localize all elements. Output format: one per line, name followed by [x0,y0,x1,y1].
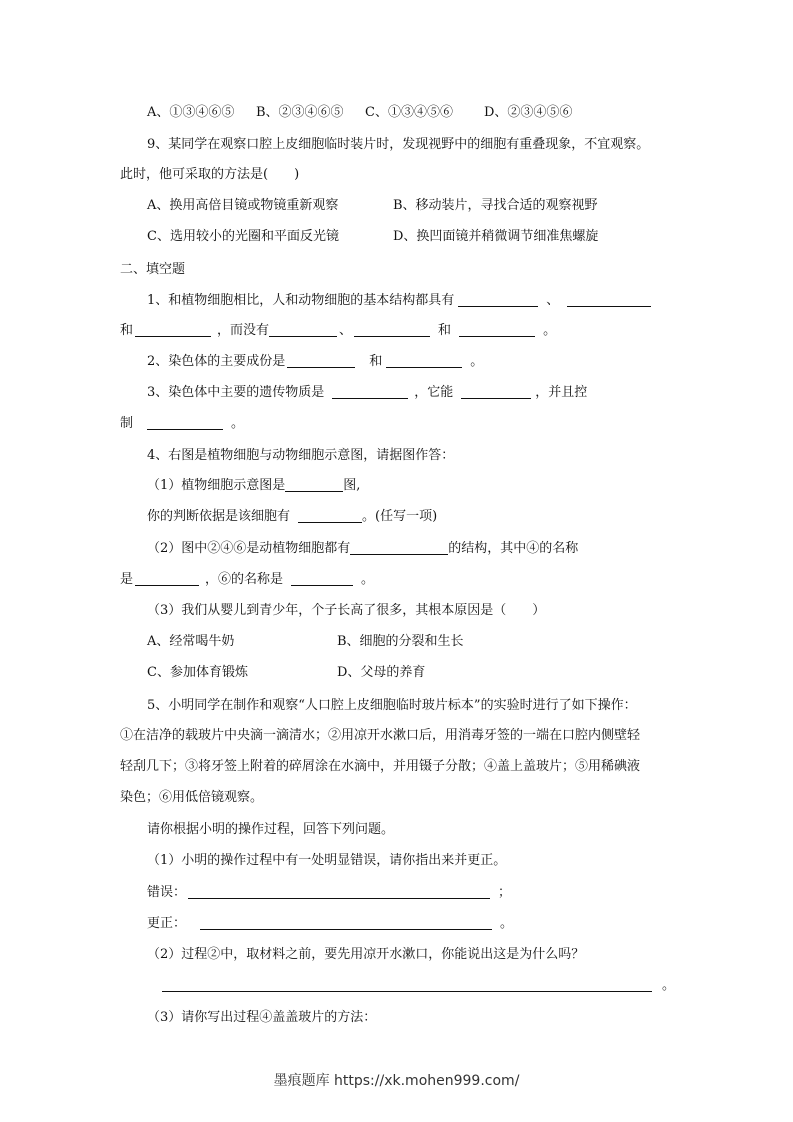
fill2-text2: 和 [369,354,383,369]
fill4-sub2-blank3[interactable] [291,571,353,586]
fill2-blank1[interactable] [287,353,355,368]
fill2-blank2[interactable] [386,353,462,368]
fill4-sub1-blank2[interactable] [298,508,362,523]
fill1-blank6[interactable] [459,322,535,337]
fill3-text5: 。 [231,416,245,431]
q8-option-b: B、②③④⑥⑤ [256,105,344,120]
fill3-text2: ，它能 [414,385,454,400]
fill5-sub3: （3）请你写出过程④盖盖玻片的方法： [147,1010,377,1025]
footer-watermark: 墨痕题库 https://xk.mohen999.com/ [273,1073,520,1089]
fill5-fix-end: 。 [500,916,514,931]
fill4-sub1-text1: （1）植物细胞示意图是 [147,478,286,493]
fill5-error-label: 错误： [147,885,187,900]
fill4-sub1-line2 [147,508,437,526]
fill3-line2 [120,415,244,433]
fill4-sub2-line1 [147,540,578,558]
fill1-text3: 和 [120,323,134,338]
q8-option-d: D、②③④⑤⑥ [484,105,573,120]
fill3-text1: 3、染色体中主要的遗传物质是 [147,385,325,400]
fill1-text4: ，而没有 [217,323,270,338]
fill4-sub2-line2 [120,571,374,589]
q9-option-d: D、换凹面镜并稍微调节细准焦螺旋 [393,229,599,244]
fill5-line4: 染色；⑥用低倍镜观察。 [120,790,264,805]
fill5-ask: 请你根据小明的操作过程，回答下列问题。 [147,822,395,837]
fill1-line1 [147,292,651,310]
fill4-sub1-line1 [147,477,360,495]
fill2-line [147,353,483,371]
fill1-text2: 、 [546,293,560,308]
fill4-sub2-text2: 的结构，其中④的名称 [448,541,579,556]
fill4-sub2-text1: （2）图中②④⑥是动植物细胞都有 [147,541,351,556]
q9-stem-line2: 此时，他可采取的方法是( ) [120,167,300,182]
fill4-sub1-text4: 。(任写一项) [362,509,438,524]
fill5-sub2-answer-line [162,977,675,995]
q9-option-b: B、移动装片，寻找合适的观察视野 [393,198,598,213]
fill1-text7: 。 [543,323,557,338]
fill4-sub2-text4: ，⑥的名称是 [205,572,284,587]
fill1-blank1[interactable] [458,292,538,307]
fill5-line3: 轻刮几下；③将牙签上附着的碎屑涂在水滴中，并用镊子分散；④盖上盖玻片；⑤用稀碘液 [120,759,641,774]
fill4-sub3-stem: （3）我们从婴儿到青少年，个子长高了很多，其根本原因是（ ） [147,603,546,618]
fill4-sub2-text5: 。 [361,572,375,587]
fill1-line2 [120,322,556,340]
fill1-text1: 1、和植物细胞相比，人和动物细胞的基本结构都具有 [147,293,455,308]
fill4-sub1-blank1[interactable] [285,477,343,492]
fill3-blank3[interactable] [147,415,223,430]
fill1-text6: 和 [438,323,452,338]
q9-option-c: C、选用较小的光圈和平面反光镜 [147,229,339,244]
fill3-line1 [147,384,587,402]
fill4-option-d: D、父母的养育 [337,665,426,680]
fill2-text1: 2、染色体的主要成份是 [147,354,286,369]
fill1-blank3[interactable] [135,322,211,337]
fill5-fix-line [147,915,513,933]
fill4-sub2-blank1[interactable] [350,540,448,555]
fill5-error-end: ； [498,885,512,900]
fill4-sub2-text3: 是 [120,572,134,587]
fill4-sub2-blank2[interactable] [135,571,199,586]
fill3-text4: 制 [120,416,134,431]
fill1-blank4[interactable] [269,322,337,337]
fill5-fix-label: 更正： [147,916,187,931]
fill1-blank5[interactable] [354,322,430,337]
q8-option-a: A、①③④⑥⑤ [147,105,235,120]
fill4-option-c: C、参加体育锻炼 [147,665,248,680]
fill5-line2: ①在洁净的载玻片中央滴一滴清水；②用凉开水漱口后，用消毒牙签的一端在口腔内侧壁轻 [120,728,641,743]
fill5-error-line [147,884,511,902]
fill5-error-blank[interactable] [188,884,490,899]
fill5-sub2-end: 。 [662,978,676,993]
fill4-option-b: B、细胞的分裂和生长 [337,634,464,649]
fill4-sub1-text3: 你的判断依据是该细胞有 [147,509,291,524]
fill5-sub1: （1）小明的操作过程中有一处明显错误，请你指出来并更正。 [147,853,507,868]
fill5-line1: 5、小明同学在制作和观察“人口腔上皮细胞临时玻片标本”的实验时进行了如下操作： [147,698,637,713]
fill4-option-a: A、经常喝牛奶 [147,634,235,649]
q8-option-c: C、①③④⑤⑥ [365,105,453,120]
fill2-text3: 。 [470,354,484,369]
fill1-text5: 、 [339,323,353,338]
fill3-text3: ，并且控 [535,385,588,400]
fill1-blank2[interactable] [567,292,651,307]
fill5-fix-blank[interactable] [200,915,492,930]
fill3-blank2[interactable] [461,384,531,399]
section-title: 二、填空题 [120,262,186,277]
fill5-sub2-blank[interactable] [162,977,652,992]
fill3-blank1[interactable] [332,384,408,399]
q9-stem-line1: 9、某同学在观察口腔上皮细胞临时装片时，发现视野中的细胞有重叠现象，不宜观察。 [147,137,650,152]
fill5-sub2: （2）过程②中，取材料之前，要先用凉开水漱口，你能说出这是为什么吗？ [147,947,585,962]
fill4-sub1-text2: 图, [343,478,361,493]
q9-option-a: A、换用高倍目镜或物镜重新观察 [147,198,339,213]
fill4-intro: 4、右图是植物细胞与动物细胞示意图，请据图作答： [147,448,455,463]
